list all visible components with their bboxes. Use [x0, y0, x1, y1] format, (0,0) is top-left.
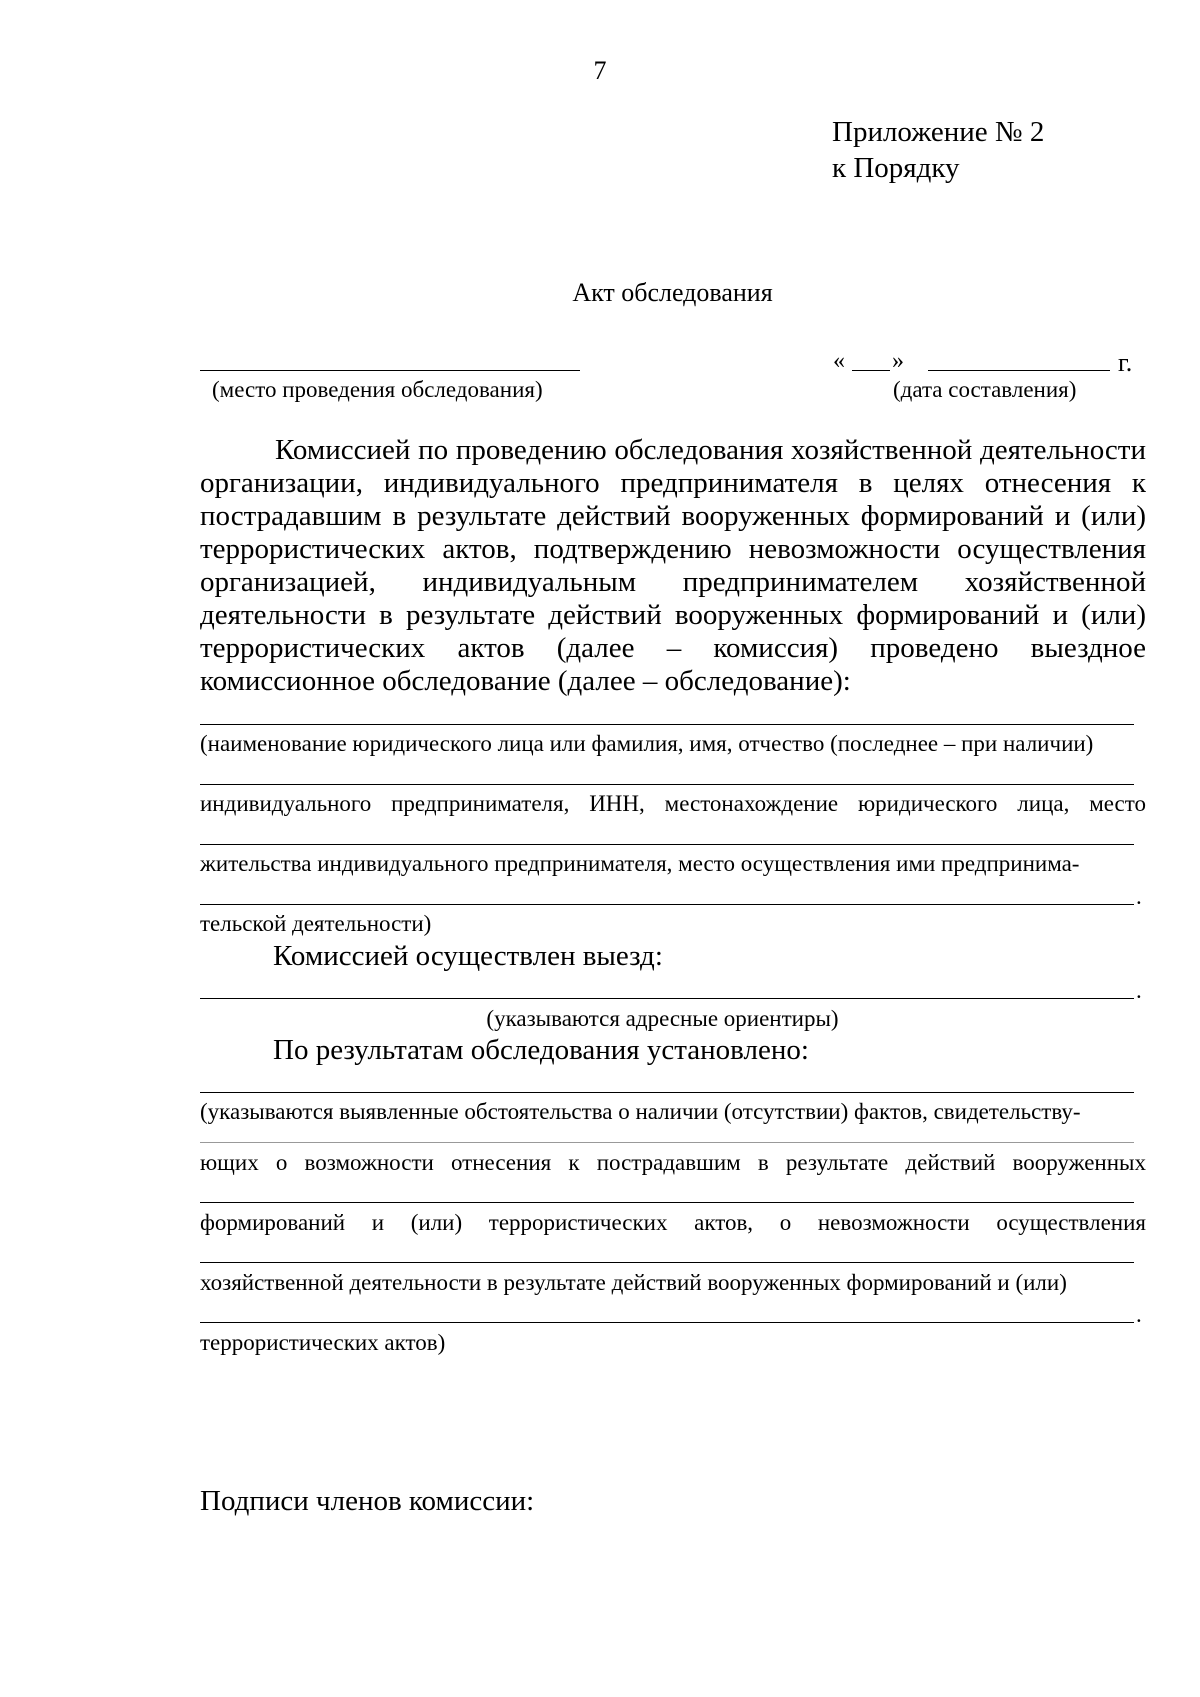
- date-caption: (дата составления): [893, 377, 1077, 402]
- entity-caption-4: тельской деятельности): [200, 911, 432, 936]
- results-heading: По результатам обследования установлено:: [273, 1034, 809, 1066]
- visit-heading: Комиссией осуществлен выезд:: [273, 940, 663, 972]
- visit-caption: (указываются адресные ориентиры): [486, 1006, 839, 1031]
- date-open-quote: «: [833, 348, 845, 374]
- results-line-1[interactable]: [200, 1092, 1134, 1093]
- entity-line-3[interactable]: [200, 844, 1134, 845]
- intro-paragraph: Комиссией по проведению обследования хозяйственной деятельности организации, индивидуального предпринимателя в целях отнесения к пострадавшим в результате действий вооруженных формирований и (или) террористических актов, подтверждению невозможности осуществления организацией, индивидуальным предпринимателем хозяйственной деятельности в результате действий вооруженных формирований и (или) террористических актов (далее – комиссия) проведено выездное комиссионное обследование (далее – обследование):: [200, 434, 1146, 697]
- results-line-3[interactable]: [200, 1202, 1134, 1203]
- results-caption-1: (указываются выявленные обстоятельства о наличии (отсутствии) фактов, свидетельству-: [200, 1099, 1081, 1124]
- date-day-line[interactable]: [852, 370, 890, 371]
- results-caption-5: террористических актов): [200, 1330, 446, 1355]
- appendix-number: Приложение № 2: [832, 116, 1045, 148]
- place-caption: (место проведения обследования): [212, 377, 543, 402]
- entity-caption-2: индивидуального предпринимателя, ИНН, местонахождение юридического лица, место: [200, 791, 1146, 816]
- entity-line-4[interactable]: [200, 904, 1134, 905]
- results-line-end-dot: .: [1136, 1302, 1142, 1327]
- visit-line-end-dot: .: [1136, 978, 1142, 1003]
- results-caption-4: хозяйственной деятельности в результате действий вооруженных формирований и (или): [200, 1270, 1067, 1295]
- appendix-header: [832, 114, 1044, 186]
- results-caption-2: ющих о возможности отнесения к пострадавшим в результате действий вооруженных: [200, 1150, 1146, 1175]
- document-title: Акт обследования: [572, 278, 773, 307]
- page-number: 7: [593, 56, 607, 85]
- visit-line[interactable]: [200, 998, 1134, 999]
- results-line-2[interactable]: [200, 1142, 1134, 1143]
- entity-caption-1: (наименование юридического лица или фамилия, имя, отчество (последнее – при наличии): [200, 731, 1094, 756]
- results-line-4[interactable]: [200, 1262, 1134, 1263]
- entity-line-2[interactable]: [200, 784, 1134, 785]
- entity-line-end-dot: .: [1136, 884, 1142, 909]
- entity-line-1[interactable]: [200, 724, 1134, 725]
- results-caption-3: формирований и (или) террористических актов, о невозможности осуществления: [200, 1210, 1146, 1235]
- signatures-label: Подписи членов комиссии:: [200, 1485, 535, 1517]
- date-close-quote: »: [892, 348, 904, 374]
- entity-caption-3: жительства индивидуального предпринимателя, место осуществления ими предпринима-: [200, 851, 1080, 876]
- date-year-suffix: г.: [1118, 348, 1133, 377]
- place-field-line[interactable]: [200, 370, 580, 371]
- results-line-5[interactable]: [200, 1322, 1134, 1323]
- appendix-reference: к Порядку: [832, 152, 960, 184]
- date-month-line[interactable]: [928, 370, 1110, 371]
